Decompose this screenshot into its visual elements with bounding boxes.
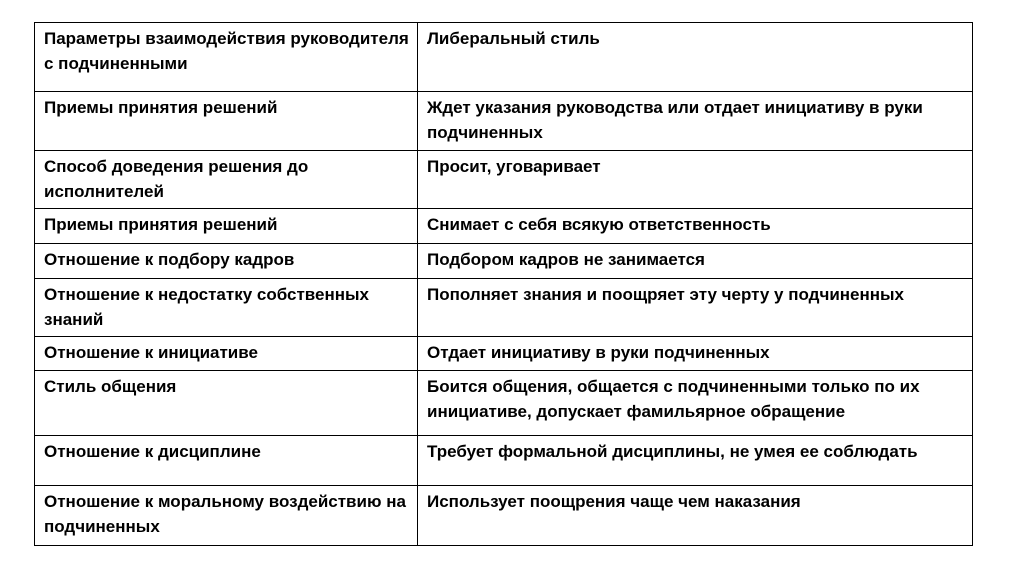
table-row [35, 244, 973, 279]
row-param: Отношение к дисциплине [35, 436, 418, 486]
table-row [35, 486, 973, 546]
header-parameters: Параметры взаимодействия руководителя с подчиненными [35, 23, 418, 92]
row-value: Снимает с себя всякую ответственность [418, 209, 973, 244]
header-liberal-style: Либеральный стиль [418, 23, 973, 92]
row-value: Ждет указания руководства или отдает инициативу в руки подчиненных [418, 92, 973, 151]
row-param: Приемы принятия решений [35, 92, 418, 151]
table-row [35, 92, 973, 151]
table-row [35, 279, 973, 337]
table-header-row [35, 23, 973, 92]
row-value: Отдает инициативу в руки подчиненных [418, 337, 973, 371]
table-row [35, 151, 973, 209]
row-value: Пополняет знания и поощряет эту черту у подчиненных [418, 279, 973, 337]
row-value: Боится общения, общается с подчиненными только по их инициативе, допускает фамильярное обращение [418, 371, 973, 436]
row-value: Требует формальной дисциплины, не умея ее соблюдать [418, 436, 973, 486]
row-param: Отношение к инициативе [35, 337, 418, 371]
table-row [35, 209, 973, 244]
row-param: Отношение к подбору кадров [35, 244, 418, 279]
row-param: Отношение к недостатку собственных знаний [35, 279, 418, 337]
table-row [35, 436, 973, 486]
row-param: Стиль общения [35, 371, 418, 436]
table-row [35, 337, 973, 371]
liberal-style-table [34, 22, 973, 546]
table-row [35, 371, 973, 436]
row-value: Использует поощрения чаще чем наказания [418, 486, 973, 546]
row-param: Способ доведения решения до исполнителей [35, 151, 418, 209]
row-param: Отношение к моральному воздействию на подчиненных [35, 486, 418, 546]
row-param: Приемы принятия решений [35, 209, 418, 244]
row-value: Просит, уговаривает [418, 151, 973, 209]
row-value: Подбором кадров не занимается [418, 244, 973, 279]
